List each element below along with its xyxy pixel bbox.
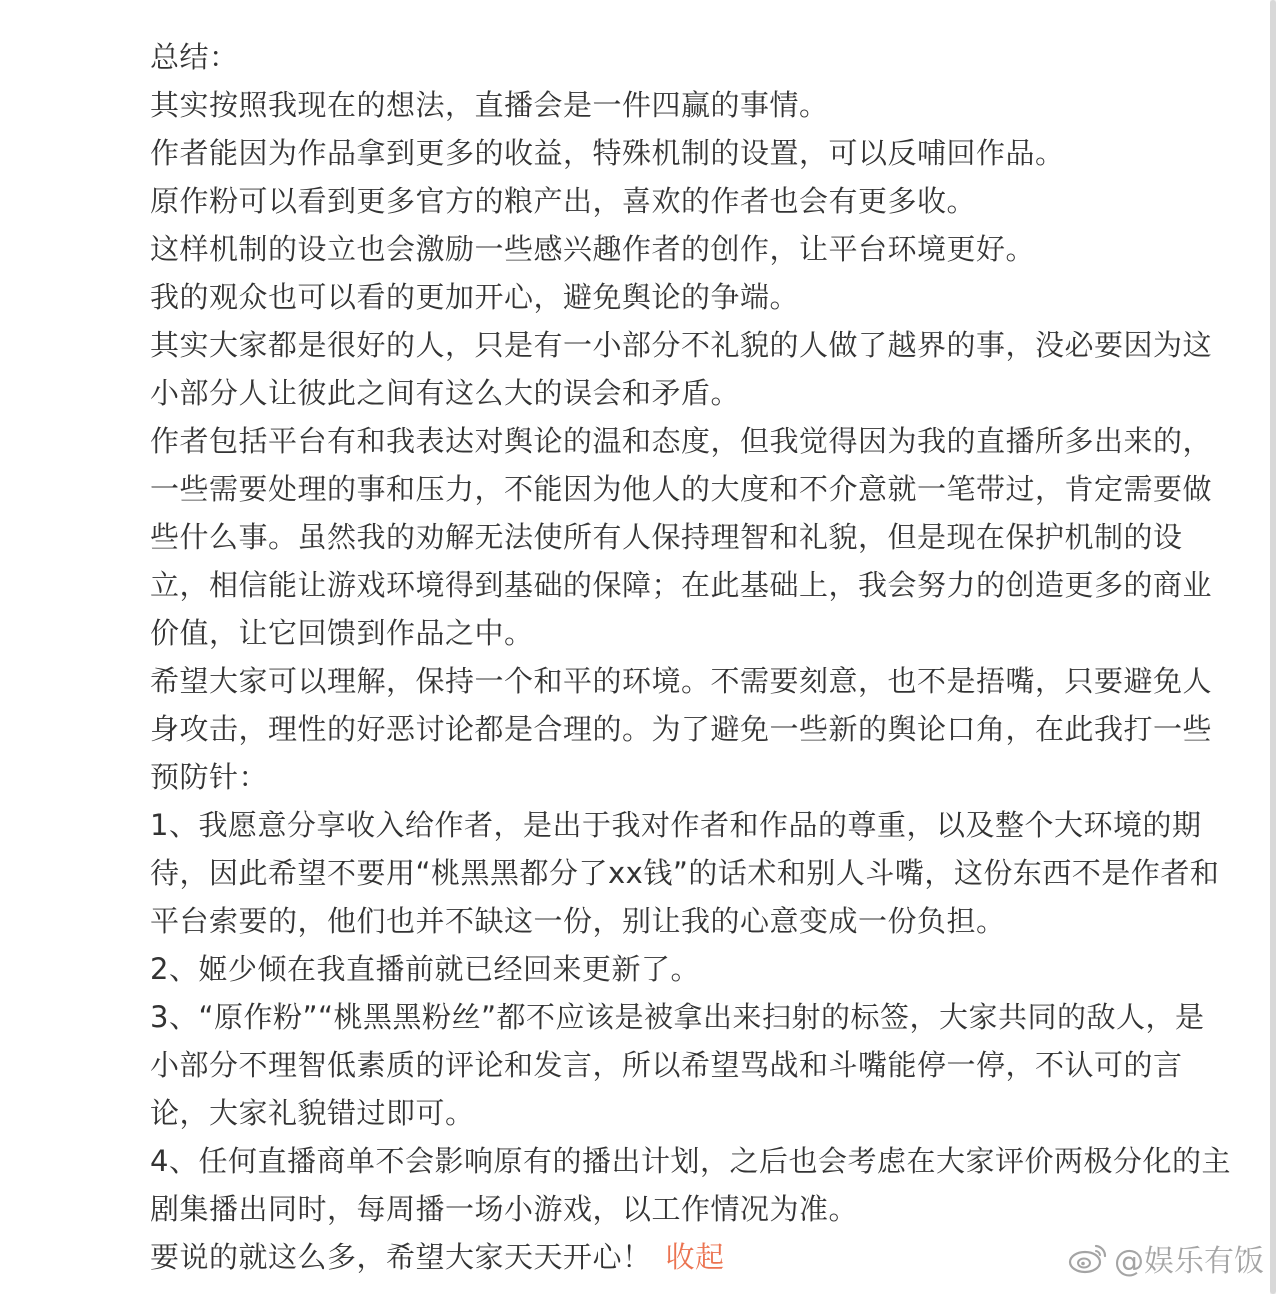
paragraph-summary-heading: 总结： (150, 40, 239, 74)
post-body (150, 33, 1232, 1281)
list-item: 3、“原作粉”“桃黑黑粉丝”都不应该是被拿出来扫射的标签，大家共同的敌人，是小部分不理智低素质的评论和发言，所以希望骂战和斗嘴能停一停，不认可的言论，大家礼貌错过即可。 (150, 1000, 1205, 1130)
paragraph: 我的观众也可以看的更加开心，避免舆论的争端。 (150, 280, 800, 314)
scrollbar-track[interactable] (1270, 0, 1276, 1294)
closing-line: 要说的就这么多，希望大家天天开心！ (150, 1240, 652, 1274)
paragraph: 原作粉可以看到更多官方的粮产出，喜欢的作者也会有更多收。 (150, 184, 977, 218)
list-item: 4、任何直播商单不会影响原有的播出计划，之后也会考虑在大家评价两极分化的主剧集播出同时，每周播一场小游戏，以工作情况为准。 (150, 1144, 1231, 1226)
paragraph: 希望大家可以理解，保持一个和平的环境。不需要刻意，也不是捂嘴，只要避免人身攻击，理性的好恶讨论都是合理的。为了避免一些新的舆论口角，在此我打一些预防针： (150, 664, 1213, 794)
paragraph: 作者包括平台有和我表达对舆论的温和态度，但我觉得因为我的直播所多出来的，一些需要处理的事和压力，不能因为他人的大度和不介意就一笔带过，肯定需要做些什么事。虽然我的劝解无法使所有人保持理智和礼貌，但是现在保护机制的设立，相信能让游戏环境得到基础的保障；在此基础上，我会努力的创造更多的商业价值，让它回馈到作品之中。 (150, 424, 1213, 650)
collapse-link[interactable]: 收起 (665, 1240, 725, 1274)
paragraph: 作者能因为作品拿到更多的收益，特殊机制的设置，可以反哺回作品。 (150, 136, 1065, 170)
paragraph: 这样机制的设立也会激励一些感兴趣作者的创作，让平台环境更好。 (150, 232, 1036, 266)
list-item: 1、我愿意分享收入给作者，是出于我对作者和作品的尊重，以及整个大环境的期待，因此希望不要用“桃黑黑都分了xx钱”的话术和别人斗嘴，这份东西不是作者和平台索要的，他们也并不缺这一份，别让我的心意变成一份负担。 (150, 808, 1220, 938)
weibo-logo-icon (1068, 1241, 1108, 1275)
list-item: 2、姬少倾在我直播前就已经回来更新了。 (150, 952, 700, 986)
paragraph: 其实大家都是很好的人，只是有一小部分不礼貌的人做了越界的事，没必要因为这小部分人让彼此之间有这么大的误会和矛盾。 (150, 328, 1213, 410)
watermark-text: @娱乐有饭 (1114, 1244, 1264, 1279)
watermark (1068, 1236, 1264, 1280)
paragraph: 其实按照我现在的想法，直播会是一件四赢的事情。 (150, 88, 829, 122)
scrollbar-thumb[interactable] (1270, 0, 1276, 1294)
